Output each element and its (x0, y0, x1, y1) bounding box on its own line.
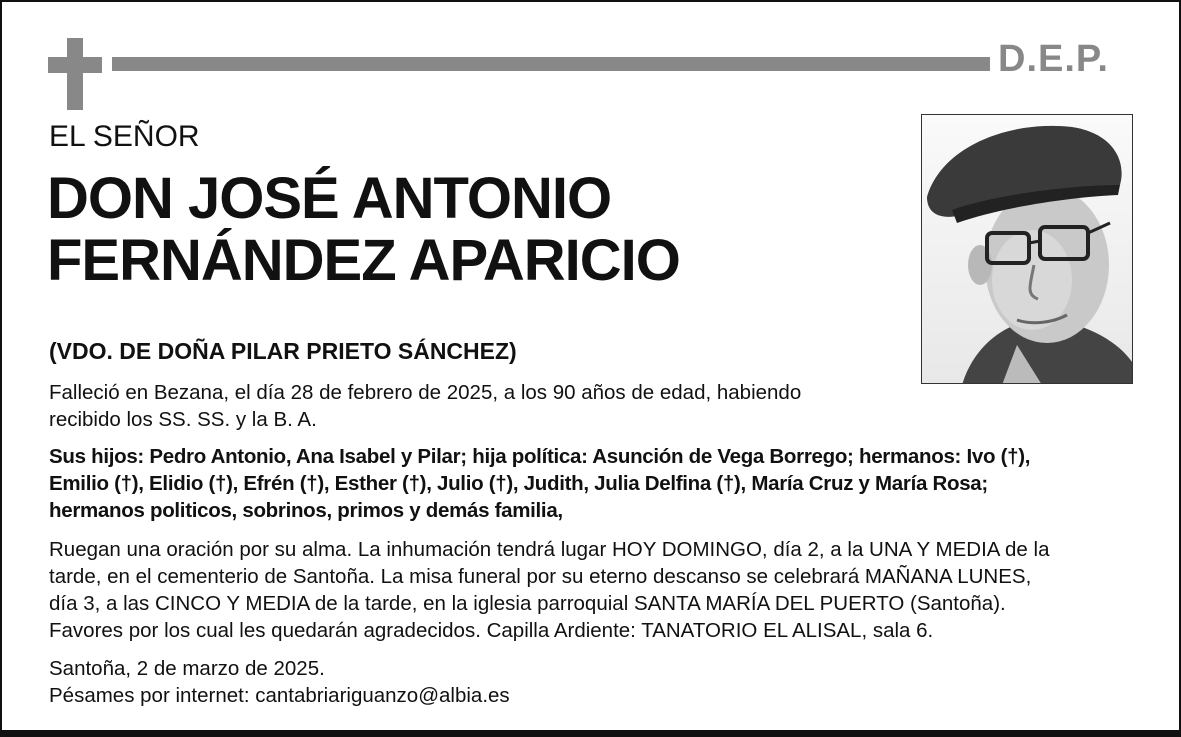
text-line: Ruegan una oración por su alma. La inhumación tendrá lugar HOY DOMINGO, día 2, a la UNA Y MEDIA de la (49, 538, 1050, 561)
dep-label: D.E.P. (998, 38, 1109, 80)
text-line: tarde, en el cementerio de Santoña. La misa funeral por su eterno descanso se celebrará MAÑANA LUNES, (49, 565, 1032, 588)
condolences-email[interactable]: Pésames por internet: cantabriariguanzo@albia.es (49, 684, 510, 707)
place-date: Santoña, 2 de marzo de 2025. (49, 657, 325, 680)
name-line: DON JOSÉ ANTONIO (47, 166, 612, 231)
family-paragraph (49, 443, 1139, 524)
service-paragraph (49, 536, 1149, 644)
honorific: EL SEÑOR (49, 120, 200, 153)
header-rule (112, 57, 990, 71)
text-line: Favores por los cual les quedarán agradecidos. Capilla Ardiente: TANATORIO EL ALISAL, sala 6. (49, 619, 934, 642)
death-paragraph (49, 379, 889, 433)
text-line: Emilio (†), Elidio (†), Efrén (†), Esther (†), Julio (†), Judith, Julia Delfina (†), María Cruz y María Rosa; (49, 472, 988, 495)
deceased-name (47, 168, 680, 292)
closing-paragraph (49, 655, 749, 709)
widow-of: (VDO. DE DOÑA PILAR PRIETO SÁNCHEZ) (49, 338, 517, 364)
text-line: Falleció en Bezana, el día 28 de febrero de 2025, a los 90 años de edad, habiendo (49, 381, 802, 404)
text-line: día 3, a las CINCO Y MEDIA de la tarde, en la iglesia parroquial SANTA MARÍA DEL PUERTO (Santoña). (49, 592, 1006, 615)
portrait-icon (922, 115, 1133, 384)
text-line: hermanos politicos, sobrinos, primos y demás familia, (49, 499, 563, 522)
name-line: FERNÁNDEZ APARICIO (47, 228, 680, 293)
cross-icon (48, 38, 102, 110)
text-line: recibido los SS. SS. y la B. A. (49, 408, 317, 431)
portrait-photo (921, 114, 1133, 384)
text-line: Sus hijos: Pedro Antonio, Ana Isabel y Pilar; hija política: Asunción de Vega Borrego; hermanos: Ivo (†), (49, 445, 1031, 468)
